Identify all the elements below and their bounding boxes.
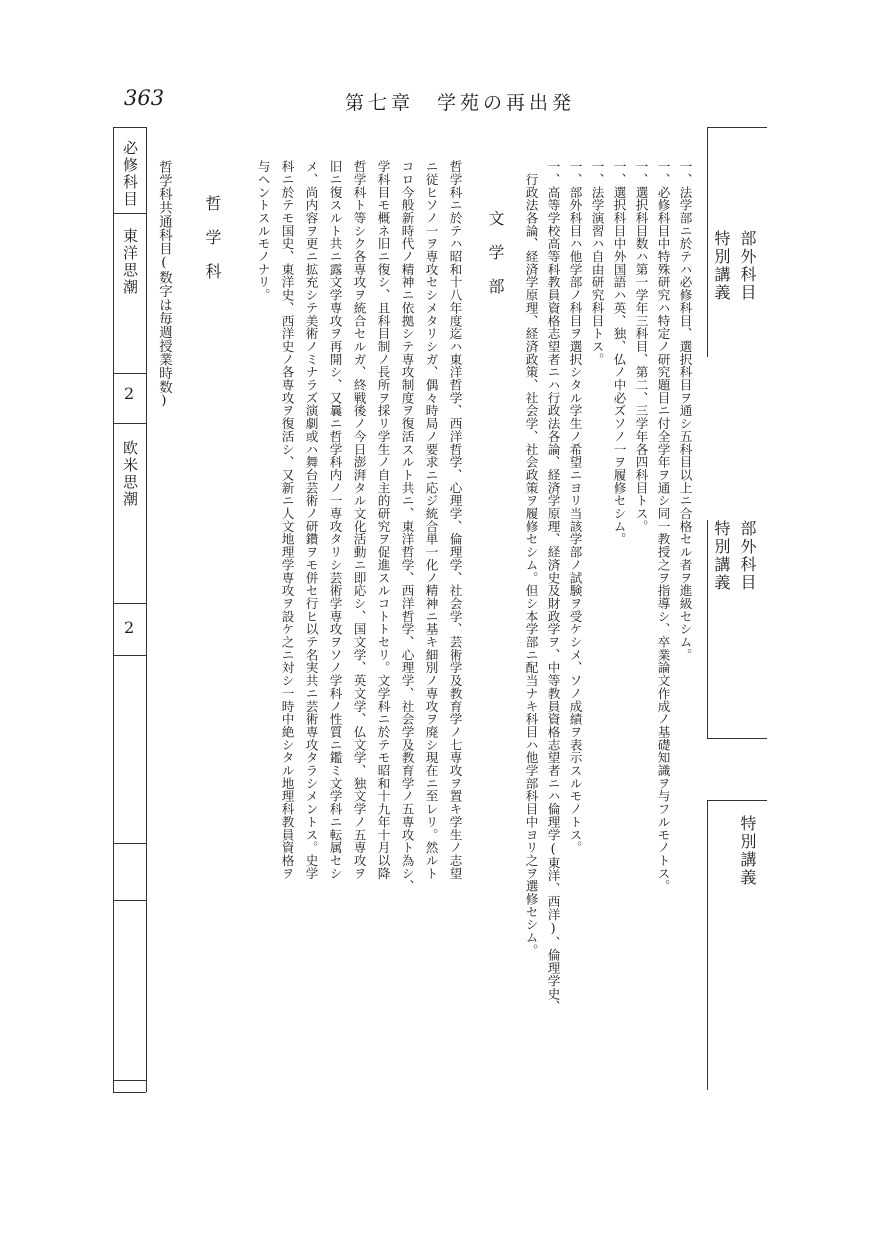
section-heading: 文 学 部 — [486, 210, 505, 295]
running-head: 第七章 学苑の再出発 — [345, 92, 576, 114]
table-rule — [113, 843, 146, 844]
table-rule — [113, 423, 146, 424]
rule-item: 一、法学演習ハ自由研究科目トス。 — [589, 160, 605, 366]
paragraph-line: 与ヘントスルモノナリ。 — [255, 160, 271, 302]
table-cell: 特別講義 — [738, 815, 757, 887]
table-divider — [707, 800, 708, 1090]
table-rule — [113, 655, 146, 656]
table-border — [146, 127, 147, 1092]
paragraph-line: 哲学科ニ於テハ昭和十八年度迄ハ東洋哲学、西洋哲学、心理学、倫理学、社会学、芸術学及教育学ノ七専攻ヲ置キ学生ノ志望 — [447, 160, 463, 880]
subject-cell: 欧米思潮 — [121, 440, 139, 508]
hours-cell: 2 — [124, 384, 135, 403]
table-header-cell: 必修科目 — [121, 140, 139, 208]
paragraph-line: 哲学科ト等シク各専攻ヲ統合セルガ、終戦後ノ今日澎湃タル文化活動ニ即応シ、国文学、英文学、仏文学、独文学ノ五専攻ヲ — [351, 160, 367, 880]
table-border — [113, 127, 114, 1092]
table-cell: 特別講義 — [712, 230, 731, 302]
table-rule — [113, 900, 146, 901]
section-heading: 哲 学 科 — [203, 195, 222, 280]
rule-item: 行政法各論、経済学原理、経済政策、社会学、社会政策ヲ履修セシム。但シ本学部ニ配当ナキ科目ハ他学部科目中ヨリ之ヲ選修セシム。 — [523, 160, 539, 957]
table-rule — [113, 1092, 146, 1093]
rule-item: 一、選択科目中外国語ハ英、独、仏ノ中必ズソノ一ヲ履修セシム。 — [611, 160, 627, 546]
table-rule — [707, 127, 767, 128]
table-divider — [707, 520, 708, 738]
rule-item: 一、必修科目中特殊研究ハ特定ノ研究題目ニ付全学年ヲ通シ同一教授之ヲ指導シ、卒業論文作成ノ基礎知識ヲ与フルモノトス。 — [655, 160, 671, 893]
table-rule — [113, 373, 146, 374]
table-rule — [113, 1080, 146, 1081]
rule-item: 一、高等学校高等科教員資格志望者ニハ行政法各論、経済学原理、経済史及財政学ヲ、中等教員資格志望者ニハ倫理学(東洋、西洋)、倫理学史、 — [545, 160, 561, 1013]
table-cell: 部外科目 — [738, 520, 757, 592]
paragraph-line: コロ今般新時代ノ精神ニ依拠シテ専攻制度ヲ復活スルト共ニ、東洋哲学、西洋哲学、心理学、社会学及教育学ノ五専攻ト為シ、 — [399, 160, 415, 893]
table-rule — [707, 800, 767, 801]
table-divider — [707, 127, 708, 357]
paragraph-line: 学科目モ概ネ旧ニ復シ、且科目制ノ長所ヲ採リ学生ノ自主的研究ヲ促進スルコトトセリ。文学科ニ於テモ昭和十九年十月以降 — [375, 160, 391, 880]
table-cell: 特別講義 — [712, 520, 731, 592]
paragraph-line: 科ニ於テモ国史、東洋史、西洋史ノ各専攻ヲ復活シ、又新ニ人文地理学専攻ヲ設ケ之ニ対シ一時中絶シタル地理科教員資格ヲ — [279, 160, 295, 880]
rule-item: 一、選択科目数ハ第一学年三科目、第二、三学年各四科目トス。 — [633, 160, 649, 533]
table-rule — [113, 127, 146, 128]
table-caption: 哲学科共通科目(数字は毎週授業時数) — [156, 160, 172, 409]
table-rule — [707, 738, 767, 739]
table-rule — [113, 603, 146, 604]
paragraph-line: 旧ニ復スルト共ニ露文学専攻ヲ再開シ、又曩ニ哲学科内ノ一専攻タリシ芸術学専攻ヲソノ学科ノ性質ニ鑑ミ文学科ニ転属セシ — [327, 160, 343, 880]
table-rule — [113, 213, 146, 214]
paragraph-line: ニ従ヒソノ一ヲ専攻セシメタリシガ、偶々時局ノ要求ニ応ジ統合単一化ノ精神ニ基キ細別ノ専攻ヲ廃シ現在ニ至レリ。然ルト — [423, 160, 439, 880]
paragraph-line: メ、尚内容ヲ更ニ拡充シテ美術ノミナラズ演劇或ハ舞台芸術ノ研鑽ヲモ併セ行ヒ以テ名実共ニ芸術専攻タラシメントス。史学 — [303, 160, 319, 880]
table-cell: 部外科目 — [738, 230, 757, 302]
page-number: 363 — [124, 86, 165, 110]
hours-cell: 2 — [124, 618, 135, 637]
rule-item: 一、部外科目ハ他学部ノ科目ヲ選択シタル学生ノ希望ニヨリ当該学部ノ試験ヲ受ケシメ、ソノ成績ヲ表示スルモノトス。 — [567, 160, 583, 854]
subject-cell: 東洋思潮 — [121, 228, 139, 296]
rule-item: 一、法学部ニ於テハ必修科目、選択科目ヲ通シ五科目以上ニ合格セル者ヲ進級セシム。 — [677, 160, 693, 662]
